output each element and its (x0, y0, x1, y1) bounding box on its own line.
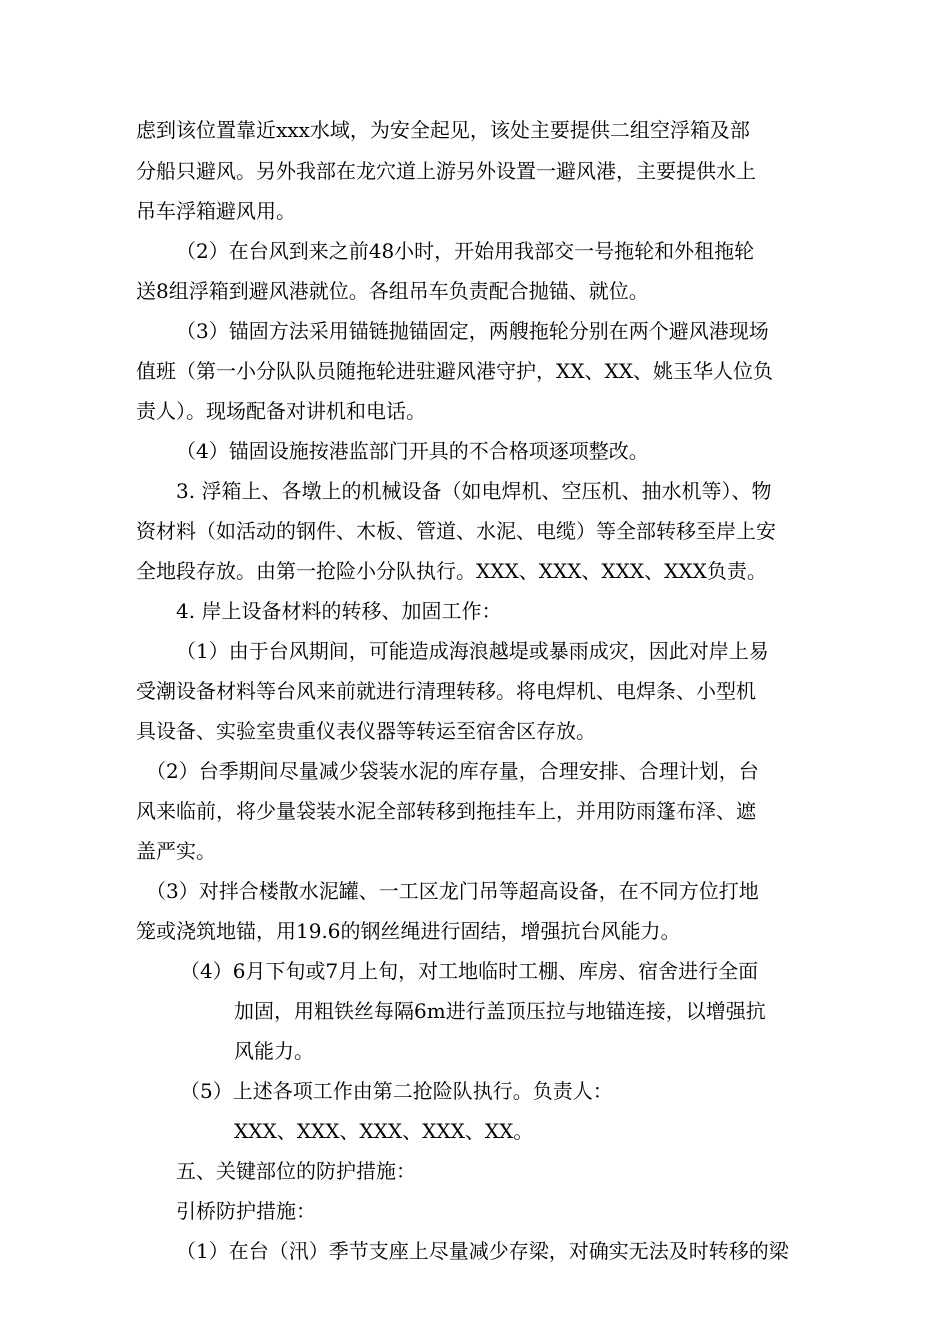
text-line: （1）在台（汛）季节支座上尽量减少存梁，对确实无法及时转移的梁 (176, 1239, 789, 1263)
text-line: 虑到该位置靠近xxx水域，为安全起见，该处主要提供二组空浮箱及部 (136, 118, 750, 142)
text-line: （4）6月下旬或7月上旬，对工地临时工棚、库房、宿舍进行全面 (180, 959, 759, 983)
text-line: 风来临前，将少量袋装水泥全部转移到拖挂车上，并用防雨篷布泽、遮 (136, 799, 756, 823)
text-line: 加固，用粗铁丝每隔6m进行盖顶压拉与地锚连接，以增强抗 (234, 999, 766, 1023)
text-line: 受潮设备材料等台风来前就进行清理转移。将电焊机、电焊条、小型机 (136, 679, 756, 703)
text-line: 全地段存放。由第一抢险小分队执行。XXX、XXX、XXX、XXX负责。 (136, 559, 767, 583)
text-line: 盖严实。 (136, 839, 216, 863)
text-line: （1）由于台风期间，可能造成海浪越堤或暴雨成灾，因此对岸上易 (176, 639, 769, 663)
text-line: 风能力。 (234, 1039, 314, 1063)
subsection-heading: 引桥防护措施： (176, 1199, 316, 1223)
text-line: 送8组浮箱到避风港就位。各组吊车负责配合抛锚、就位。 (136, 279, 649, 303)
text-line: （5）上述各项工作由第二抢险队执行。负责人： (180, 1079, 613, 1103)
text-line: （3）对拌合楼散水泥罐、一工区龙门吊等超高设备，在不同方位打地 (146, 879, 759, 903)
text-line: 资材料（如活动的钢件、木板、管道、水泥、电缆）等全部转移至岸上安 (136, 519, 776, 543)
text-line: 笼或浇筑地锚，用19.6的钢丝绳进行固结，增强抗台风能力。 (136, 919, 681, 943)
section-heading: 五、关键部位的防护措施： (176, 1159, 416, 1183)
text-line: （2）在台风到来之前48小时，开始用我部交一号拖轮和外租拖轮 (176, 239, 755, 263)
text-line: （2）台季期间尽量减少袋装水泥的库存量，合理安排、合理计划，台 (146, 759, 759, 783)
text-line: 4. 岸上设备材料的转移、加固工作： (176, 599, 502, 623)
text-line: 吊车浮箱避风用。 (136, 199, 296, 223)
text-line: 分船只避风。另外我部在龙穴道上游另外设置一避风港，主要提供水上 (136, 159, 756, 183)
text-line: 值班（第一小分队队员随拖轮进驻避风港守护，XX、XX、姚玉华人位负 (136, 359, 773, 383)
text-line: 责人）。现场配备对讲机和电话。 (136, 399, 426, 423)
text-line: XXX、XXX、XXX、XXX、XX。 (234, 1119, 534, 1143)
text-line: 具设备、实验室贵重仪表仪器等转运至宿舍区存放。 (136, 719, 596, 743)
text-line: 3. 浮箱上、各墩上的机械设备（如电焊机、空压机、抽水机等）、物 (176, 479, 772, 503)
text-line: （4）锚固设施按港监部门开具的不合格项逐项整改。 (176, 439, 649, 463)
text-line: （3）锚固方法采用锚链抛锚固定，两艘拖轮分别在两个避风港现场 (176, 319, 769, 343)
